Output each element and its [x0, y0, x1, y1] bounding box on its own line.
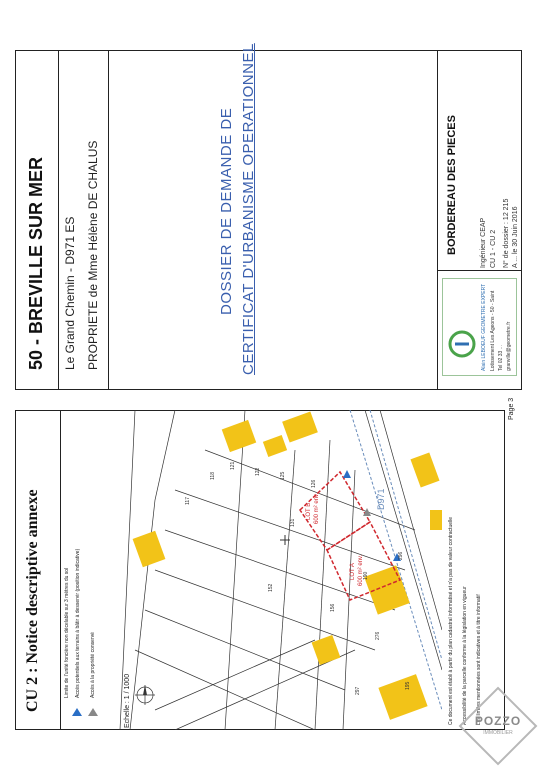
- geometre-logo: [447, 324, 477, 364]
- divider: [58, 50, 59, 390]
- parcel-number: 297: [355, 686, 361, 695]
- parcel-number: 152: [268, 583, 274, 592]
- office-name: Alain LEBOEUF GEOMETRE EXPERT: [481, 283, 487, 371]
- building: [312, 635, 341, 665]
- office-phone: Tel 02 33 ...: [498, 345, 504, 371]
- watermark-brand: POZZO: [474, 714, 522, 728]
- lot-a-label: LOT A: [350, 563, 356, 580]
- legend-item-2: Accès potentiels aux terrains à bâtir à desservir (position indicative): [75, 548, 81, 698]
- legend-item-3: Accès à la propriété conservé: [90, 632, 96, 698]
- lot-b-label: LOT B: [306, 502, 312, 520]
- bordereau-ref2: CU 1 - CU 2: [490, 229, 497, 268]
- bordereau-ref1: Ingénieur CEAP: [480, 217, 487, 268]
- access-marker: [343, 470, 351, 478]
- building: [222, 420, 257, 452]
- lot-b-area: 600 m² env.: [314, 492, 320, 524]
- lot-a-area: 600 m² env.: [358, 554, 364, 586]
- page-title: 50 - BREVILLE SUR MER: [26, 156, 46, 370]
- building: [378, 674, 427, 720]
- building: [133, 531, 166, 567]
- road-label: D971: [376, 488, 386, 510]
- parcel-number: 126: [311, 479, 317, 488]
- legend-triangle-blue: [72, 708, 82, 716]
- north-arrow-icon: [135, 685, 155, 705]
- divider: [437, 270, 522, 271]
- access-marker: [363, 508, 371, 516]
- divider: [60, 410, 61, 730]
- building: [364, 565, 410, 614]
- watermark: [458, 686, 538, 766]
- parcel-number: 118: [210, 472, 216, 480]
- subtitle: Le Grand Chemin - D971 ES: [63, 216, 77, 370]
- office-stamp: [442, 278, 517, 376]
- scale-label: Echelle : 1 / 1000: [124, 673, 131, 728]
- bordereau-title: BORDEREAU DES PIECES: [446, 115, 458, 255]
- page-number: Page 3: [508, 397, 515, 420]
- building: [263, 435, 287, 457]
- building: [430, 510, 442, 530]
- parcel-number: 125: [280, 471, 286, 480]
- owner: PROPRIETE de Mme Hélène DE CHALUS: [86, 140, 100, 370]
- dossier-line-2: CERTIFICAT D'URBANISME OPERATIONNEL: [240, 43, 257, 375]
- bordereau-date1: N° de dossier : 12 215: [503, 198, 510, 268]
- parcel-number: 121: [230, 461, 236, 470]
- parcel-number: 190: [363, 571, 369, 580]
- divider: [437, 50, 438, 390]
- building: [282, 412, 318, 443]
- parcel-number: 122: [255, 467, 261, 476]
- divider: [108, 50, 109, 390]
- parcel-number: 156: [330, 603, 336, 612]
- legend-triangle-grey: [88, 708, 98, 716]
- parcel-number: 117: [185, 497, 191, 505]
- notice-title: CU 2 : Notice descriptive annexe: [24, 489, 41, 712]
- office-address: Lotissement Les Ageons - 50 - Saint: [490, 290, 496, 371]
- bordereau-date2: A ... le 30 Juin 2016: [512, 206, 519, 268]
- footer-note-3: Les limites mentionnées sont indicatives et à titre informatif: [476, 594, 482, 725]
- parcel-number: 296: [398, 551, 404, 560]
- building: [410, 452, 439, 487]
- parcel-number: 195: [405, 681, 411, 690]
- parcel-number: 276: [375, 631, 381, 640]
- watermark-sub: IMMOBILIER: [483, 730, 513, 736]
- office-email: granville@geometre.fr: [506, 321, 512, 371]
- footer-note-1: Ce document est établi à partir du plan cadastral informatisé et n'a pas de valeur contractuelle: [448, 516, 454, 725]
- parcel-number: 131: [290, 518, 296, 527]
- cadastral-map: [115, 410, 442, 730]
- footer-note-2: Accessibilité de la parcelle conforme à la législation en vigueur: [462, 586, 468, 725]
- legend-item-1: Limite de l'unité foncière non décelable sur 3 mètres du sol: [64, 567, 70, 698]
- dossier-line-1: DOSSIER DE DEMANDE DE: [218, 107, 235, 315]
